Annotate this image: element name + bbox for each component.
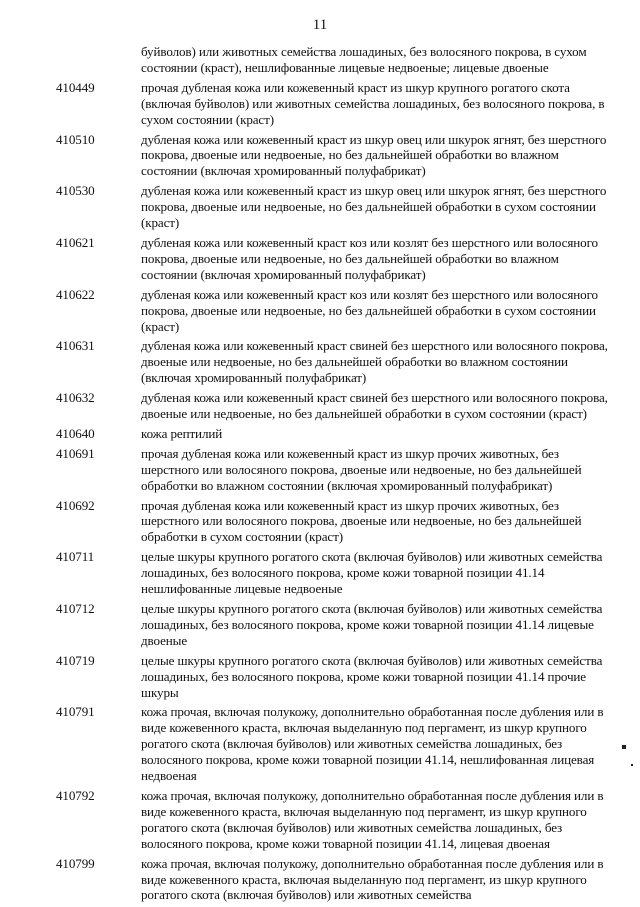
list-item — [56, 498, 616, 546]
scan-artifact-mark — [631, 764, 633, 766]
entry-code: 410692 — [56, 497, 95, 513]
list-item — [56, 183, 616, 231]
list-item — [56, 704, 616, 784]
scan-artifact-mark — [622, 745, 626, 749]
entry-code-empty — [56, 44, 141, 76]
entry-code: 410799 — [56, 855, 95, 871]
entry-code: 410621 — [56, 234, 95, 250]
list-item — [56, 856, 616, 904]
list-item — [56, 235, 616, 283]
list-item — [56, 132, 616, 180]
list-item — [56, 549, 616, 597]
list-item — [56, 390, 616, 422]
page-number: 11 — [312, 17, 328, 33]
entry-code: 410640 — [56, 425, 95, 441]
entry-description: кожа прочая, включая полукожу, дополнительно обработанная после дубления или в виде кожевенного краста, включая выделанную под пергамент, из шкур крупного рогатого скота (включая буйволов) или животных семейства лошадиных, без волосяного покрова, кроме кожи товарной позиции 41.14, лицевая двоеная — [141, 787, 604, 851]
list-item — [56, 80, 616, 128]
entry-description: целые шкуры крупного рогатого скота (включая буйволов) или животных семейства лошадиных, без волосяного покрова, кроме кожи товарной позиции 41.14 прочие шкуры — [141, 652, 603, 700]
entry-description: дубленая кожа или кожевенный краст свиней без шерстного или волосяного покрова, двоеные или недвоеные, но без дальнейшей обработки во влажном состоянии (включая хромированный полуфабрикат) — [141, 338, 608, 386]
document-body — [56, 44, 616, 907]
entry-code: 410632 — [56, 390, 95, 406]
continuation-text: буйволов) или животных семейства лошадиных, без волосяного покрова, в сухом состоянии (краст), нешлифованные лицевые недвоеные; лицевые двоеные — [141, 44, 587, 75]
entry-description: дубленая кожа или кожевенный краст коз или козлят без шерстного или волосяного покрова, двоеные или недвоеные, но без дальнейшей обработки в сухом состоянии (краст) — [141, 286, 598, 334]
entry-code: 410791 — [56, 704, 95, 720]
list-item — [56, 601, 616, 649]
entry-description: целые шкуры крупного рогатого скота (включая буйволов) или животных семейства лошадиных, без волосяного покрова, кроме кожи товарной позиции 41.14 лицевые двоеные — [141, 601, 603, 648]
list-item — [56, 653, 616, 701]
entry-description: дубленая кожа или кожевенный краст из шкур овец или шкурок ягнят, без шерстного покрова, двоеные или недвоеные, но без дальнейшей обработки в сухом состоянии (краст) — [141, 183, 607, 231]
entry-code: 410792 — [56, 787, 95, 803]
entry-code: 410510 — [56, 131, 95, 147]
entries-list — [56, 80, 616, 904]
entry-description: дубленая кожа или кожевенный краст коз или козлят без шерстного или волосяного покрова, двоеные или недвоеные, но без дальнейшей обработки во влажном состоянии (включая хромированный полуфабрикат) — [141, 234, 598, 282]
entry-code: 410691 — [56, 445, 95, 461]
entry-description: прочая дубленая кожа или кожевенный краст из шкур прочих животных, без шерстного или волосяного покрова, двоеные или недвоеные, но без дальнейшей обработки во влажном состоянии (включая хромированный полуфабрикат) — [141, 445, 582, 493]
list-item — [56, 338, 616, 386]
entry-description: кожа прочая, включая полукожу, дополнительно обработанная после дубления или в виде кожевенного краста, включая выделанную под пергамент, из шкур крупного рогатого скота (включая буйволов) или животных семейства — [141, 855, 604, 903]
list-item — [56, 788, 616, 852]
entry-code: 410631 — [56, 338, 95, 354]
list-item — [56, 287, 616, 335]
continuation-entry — [56, 44, 616, 76]
entry-code: 410712 — [56, 601, 95, 616]
entry-code: 410719 — [56, 652, 95, 668]
entry-description: прочая дубленая кожа или кожевенный краст из шкур прочих животных, без шерстного или волосяного покрова, двоеные или недвоеные, но без дальнейшей обработки в сухом состоянии (краст) — [141, 497, 582, 545]
entry-code: 410530 — [56, 183, 95, 199]
list-item — [56, 446, 616, 494]
entry-description: дубленая кожа или кожевенный краст свиней без шерстного или волосяного покрова, двоеные или недвоеные, но без дальнейшей обработки в сухом состоянии (краст) — [141, 390, 608, 422]
entry-description: целые шкуры крупного рогатого скота (включая буйволов) или животных семейства лошадиных, без волосяного покрова, кроме кожи товарной позиции 41.14 нешлифованные лицевые недвоеные — [141, 549, 603, 597]
list-item — [56, 426, 616, 442]
entry-description: кожа рептилий — [141, 425, 223, 441]
entry-code: 410711 — [56, 549, 95, 565]
entry-description: кожа прочая, включая полукожу, дополнительно обработанная после дубления или в виде кожевенного краста, включая выделанную под пергамент, из шкур крупного рогатого скота (включая буйволов) или животных семейства лошадиных, без волосяного покрова, кроме кожи товарной позиции 41.14, нешлифованная лицевая недвоеная — [141, 704, 604, 784]
entry-code: 410622 — [56, 286, 95, 302]
entry-description: прочая дубленая кожа или кожевенный краст из шкур крупного рогатого скота (включая буйволов) или животных семейства лошадиных, без волосяного покрова, в сухом состоянии (краст) — [141, 79, 605, 127]
entry-description: дубленая кожа или кожевенный краст из шкур овец или шкурок ягнят, без шерстного покрова, двоеные или недвоеные, но без дальнейшей обработки во влажном состоянии (включая хромированный полуфабрикат) — [141, 131, 607, 179]
entry-code: 410449 — [56, 79, 95, 95]
